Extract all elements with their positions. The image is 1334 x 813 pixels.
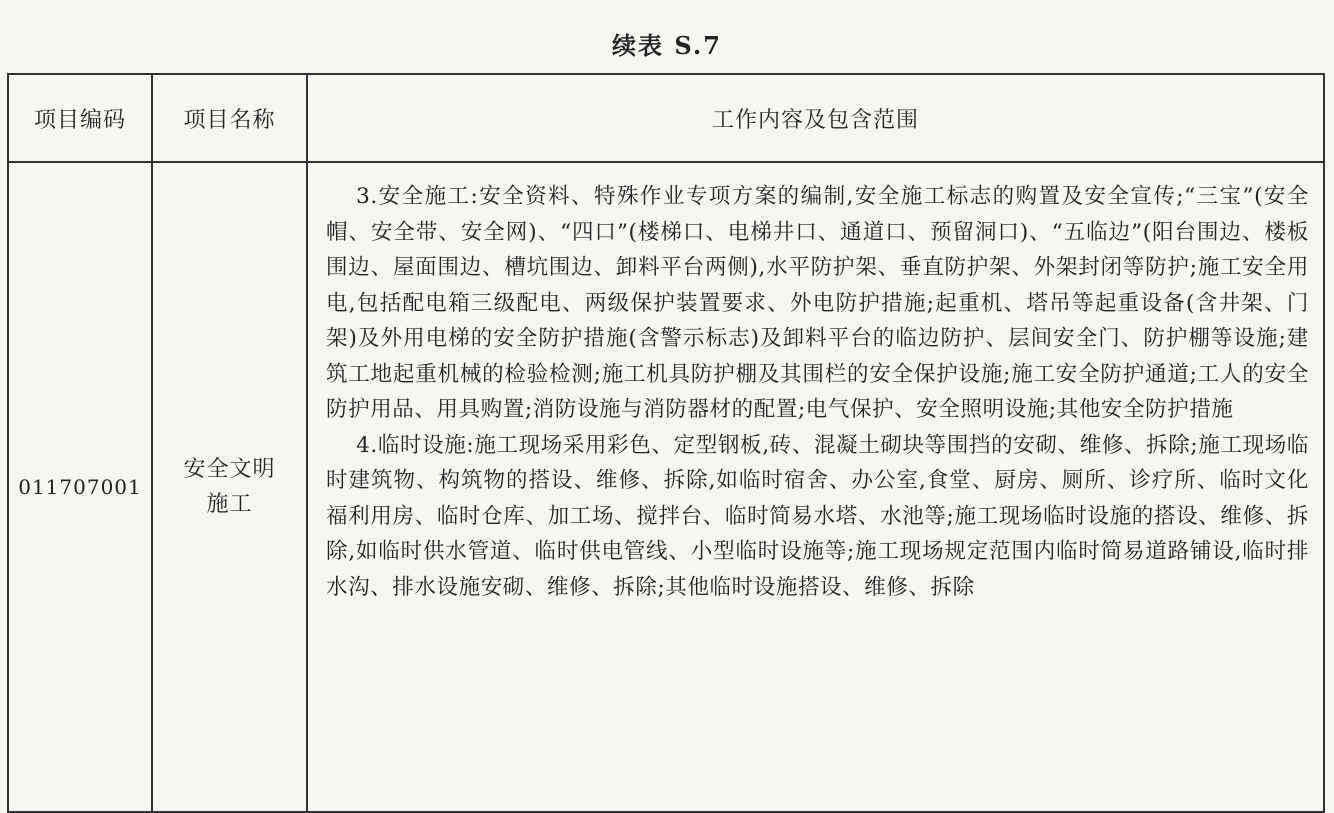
table-header-row [8, 74, 1324, 162]
header-work-content: 工作内容及包含范围 [307, 74, 1324, 162]
specification-table [7, 73, 1325, 813]
item-name-line: 施工 [206, 492, 253, 517]
content-paragraph-safety: 3.安全施工:安全资料、特殊作业专项方案的编制,安全施工标志的购置及安全宣传;“三宝”(安全帽、安全带、安全网)、“四口”(楼梯口、电梯井口、通道口、预留洞口)、“五临边”(阳台围边、楼板围边、屋面围边、槽坑围边、卸料平台两侧),水平防护架、垂直防护架、外架封闭等防护;施工安全用电,包括配电箱三级配电、两级保护装置要求、外电防护措施;起重机、塔吊等起重设备(含井架、门架)及外用电梯的安全防护措施(含警示标志)及卸料平台的临边防护、层间安全门、防护棚等设施;建筑工地起重机械的检验检测;施工机具防护棚及其围栏的安全保护设施;施工安全防护通道;工人的安全防护用品、用具购置;消防设施与消防器材的配置;电气保护、安全照明设施;其他安全防护措施 [326, 184, 1309, 422]
table-row [8, 162, 1324, 812]
content-paragraph-temporary-facilities: 4.临时设施:施工现场采用彩色、定型钢板,砖、混凝土砌块等围挡的安砌、维修、拆除;施工现场临时建筑物、构筑物的搭设、维修、拆除,如临时宿舍、办公室,食堂、厨房、厕所、诊疗所、临时文化福利用房、临时仓库、加工场、搅拌台、临时简易水塔、水池等;施工现场临时设施的搭设、维修、拆除,如临时供水管道、临时供电管线、小型临时设施等;施工现场规定范围内临时简易道路铺设,临时排水沟、排水设施安砌、维修、拆除;其他临时设施搭设、维修、拆除 [326, 432, 1309, 600]
work-content-cell [307, 162, 1324, 812]
item-name-line: 安全文明 [183, 457, 276, 482]
table-title: 续表 S.7 [612, 31, 722, 60]
header-item-name: 项目名称 [152, 74, 307, 162]
header-item-code: 项目编码 [8, 74, 152, 162]
item-code-cell: 011707001 [8, 162, 152, 812]
item-name-cell [152, 162, 307, 812]
